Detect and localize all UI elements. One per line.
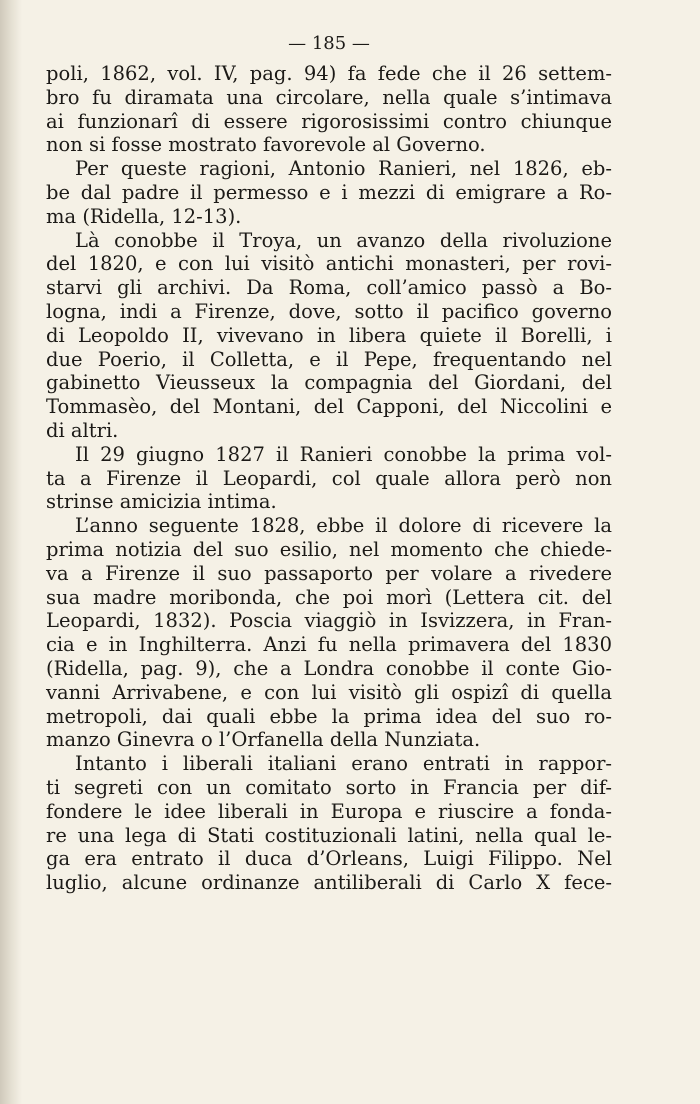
text-line: logna, indi a Firenze, dove, sotto il pacifico governo [46,299,612,323]
page-text [46,62,612,895]
text-line: Tommasèo, del Montani, del Capponi, del Niccolini e [46,395,612,419]
text-line: ma (Ridella, 12-13). [46,204,242,228]
text-line: Per queste ragioni, Antonio Ranieri, nel 1826, eb- [75,157,612,181]
text-line: Là conobbe il Troya, un avanzo della rivoluzione [75,228,612,252]
text-line: Leopardi, 1832). Poscia viaggiò in Isvizzera, in Fran- [46,609,612,633]
text-line: luglio, alcune ordinanze antiliberali di Carlo X fece- [46,871,612,895]
text-line: re una lega di Stati costituzionali latini, nella qual le- [46,823,612,847]
text-line: manzo Ginevra o l’Orfanella della Nunziata. [46,728,481,752]
text-line: Intanto i liberali italiani erano entrati in rappor- [75,752,612,776]
text-line: L’anno seguente 1828, ebbe il dolore di ricevere la [75,514,612,538]
text-line: ti segreti con un comitato sorto in Francia per dif- [46,775,612,799]
text-line: due Poerio, il Colletta, e il Pepe, frequentando nel [46,347,612,371]
text-line: strinse amicizia intima. [46,490,277,514]
text-line: ai funzionarî di essere rigorosissimi contro chiunque [46,109,612,133]
text-line: di altri. [46,418,119,442]
text-line: cia e in Inghilterra. Anzi fu nella primavera del 1830 [46,633,612,657]
text-line: sua madre moribonda, che poi morì (Lettera cit. del [46,585,612,609]
text-line: ta a Firenze il Leopardi, col quale allora però non [46,466,612,490]
text-line: di Leopoldo II, vivevano in libera quiete il Borelli, i [46,323,612,347]
book-spine-shadow [0,0,22,1104]
text-line: fondere le idee liberali in Europa e riuscire a fonda- [46,799,612,823]
text-line: non si fosse mostrato favorevole al Governo. [46,133,486,157]
text-line: vanni Arrivabene, e con lui visitò gli ospizî di quella [46,680,612,704]
text-line: Il 29 giugno 1827 il Ranieri conobbe la prima vol- [75,442,612,466]
text-line: va a Firenze il suo passaporto per volare a rivedere [46,561,612,585]
text-line: poli, 1862, vol. IV, pag. 94) fa fede che il 26 settem- [46,62,612,85]
text-line: starvi gli archivi. Da Roma, coll’amico passò a Bo- [46,276,612,300]
book-page [46,30,612,895]
text-line: gabinetto Vieusseux la compagnia del Giordani, del [46,371,612,395]
text-line: ga era entrato il duca d’Orleans, Luigi Filippo. Nel [46,847,612,871]
text-line: bro fu diramata una circolare, nella quale s’intimava [46,85,612,109]
text-line: (Ridella, pag. 9), che a Londra conobbe il conte Gio- [46,656,612,680]
text-line: be dal padre il permesso e i mezzi di emigrare a Ro- [46,180,612,204]
text-line: prima notizia del suo esilio, nel momento che chiede- [46,537,612,561]
page-number: — 185 — [288,33,370,54]
text-line: del 1820, e con lui visitò antichi monasteri, per rovi- [46,252,612,276]
text-line: metropoli, dai quali ebbe la prima idea del suo ro- [46,704,612,728]
